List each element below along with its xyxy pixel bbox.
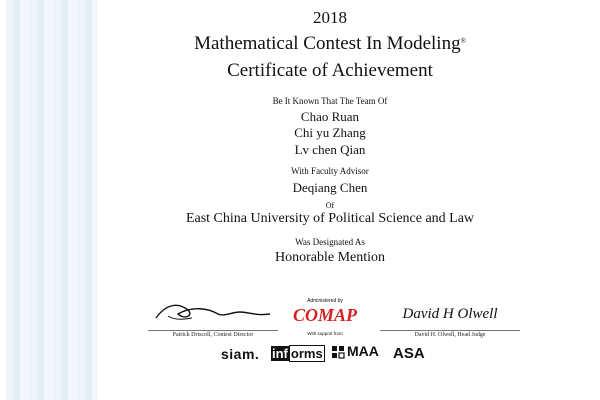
signature-line [380,330,520,331]
siam-logo: siam. [221,346,260,362]
team-member: Chao Ruan [300,109,360,124]
informs-logo-inf: inf [272,346,288,361]
informs-logo-orms: orms [290,346,323,361]
comap-block [290,298,360,336]
maa-logo [331,343,379,361]
director-caption: Patrick Driscoll, Contest Director [172,332,254,338]
advisor-name: Deqiang Chen [292,180,368,195]
designated-label: Was Designated As [295,237,365,247]
judge-signature-text: David H Olwell [402,306,498,322]
maa-logo-text: MAA [347,343,379,359]
informs-logo [271,346,325,361]
contest-title-text: Mathematical Contest In Modeling [194,33,461,54]
judge-signature-icon [380,302,520,324]
asa-logo [393,345,425,362]
contest-title [100,33,560,55]
award-name: Honorable Mention [274,250,386,265]
administered-label: Administered by [307,298,343,304]
of-label: Of [325,201,335,210]
sponsor-logos [0,340,600,366]
team-member: Lv chen Qian [294,142,366,157]
judge-signature-block [380,302,520,338]
asa-logo-text: ASA [393,345,425,362]
certificate-title: Certificate of Achievement [227,60,433,81]
director-signature-icon [148,300,278,324]
comap-logo-text: COMAP [292,305,358,325]
support-label: With support from [307,331,343,336]
advisor-label: With Faculty Advisor [291,166,369,176]
siam-logo-text: siam [221,346,255,362]
university-name: East China University of Political Science and Law [185,211,475,226]
registered-mark: ® [460,37,466,45]
maa-emblem-icon [331,345,345,359]
judge-caption: David H. Olwell, Head Judge [414,332,486,338]
director-signature-block [148,300,278,338]
team-member: Chi yu Zhang [294,125,366,140]
signature-line [148,330,278,331]
comap-logo [290,304,360,326]
intro-text: Be It Known That The Team Of [272,96,388,106]
certificate-year: 2018 [313,8,347,27]
